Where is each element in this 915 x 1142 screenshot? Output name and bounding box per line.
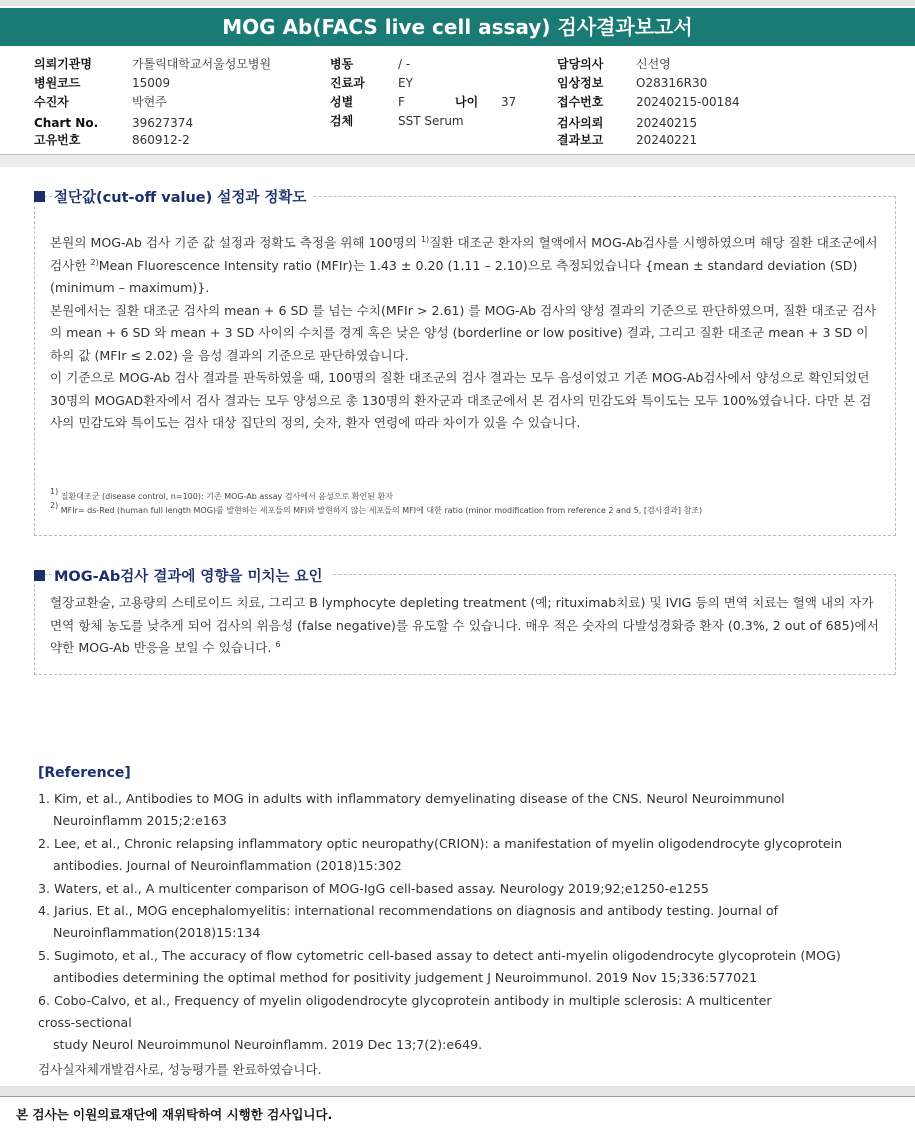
hospital-code-value: 15009 bbox=[132, 76, 171, 90]
reference-item-2: 2. Lee, et al., Chronic relapsing inflammatory optic neuropathy(CRION): a manifestation of myelin oligodendrocyte glycoprotein antibodies. Journal of Neuroinflammation (2018)15:302 bbox=[38, 835, 843, 874]
square-bullet-icon bbox=[34, 570, 45, 581]
footer-rule bbox=[0, 1096, 915, 1097]
footer-band bbox=[0, 1086, 915, 1096]
age-label: 나이 bbox=[455, 95, 479, 109]
ward-label: 병동 bbox=[330, 57, 354, 71]
square-bullet-icon bbox=[34, 191, 45, 202]
chart-no-label: Chart No. bbox=[34, 116, 99, 130]
sex-value: F bbox=[398, 95, 405, 109]
department-label: 진료과 bbox=[330, 76, 365, 90]
cutoff-paragraph-1: 본원의 MOG-Ab 검사 기준 값 설정과 정확도 측정을 위해 100명의 $^{1)}$질환 대조군 환자의 혈액에서 MOG-Ab검사를 시행하였으며 해당 질환 대조군에서 검사한 $^{2)}$Mean Fluorescence Intensity ratio (MFIr)는 1.43 ± 0.20 (1.11 – 2.10)으로 측정되었습니다 {mean ± standard deviation (SD) (minimum – maximum)}. bbox=[50, 235, 878, 295]
physician-label: 담당의사 bbox=[557, 57, 604, 71]
footnote-2: $^{2)}$ MFIr= ds-Red (human full length MOG)를 발현하는 세포들의 MFI와 발현하지 않는 세포들의 MFI에 대한 ratio (minor modification from reference 2 and 5, [검사결과] 참조) bbox=[50, 501, 703, 515]
top-rule bbox=[0, 0, 915, 6]
header-band bbox=[0, 155, 915, 167]
unique-no-label: 고유번호 bbox=[34, 133, 81, 147]
reference-item-6: 6. Cobo-Calvo, et al., Frequency of myelin oligodendrocyte glycoprotein antibody in multiple sclerosis: A multicenter cross-sectional study Neurol Neuroimmunol Neuroinflamm. 2019 Dec 13;7(2):e649. bbox=[38, 992, 772, 1053]
report-title: MOG Ab(FACS live cell assay) 검사결과보고서 bbox=[0, 8, 915, 46]
hospital-code-label: 병원코드 bbox=[34, 76, 81, 90]
reference-item-1: 1. Kim, et al., Antibodies to MOG in adults with inflammatory demyelinating disease of the CNS. Neurol Neuroimmunol Neuroinflamm 2015;2:e163 bbox=[38, 791, 785, 829]
ward-value: / - bbox=[398, 57, 411, 71]
hospital-label: 의뢰기관명 bbox=[34, 57, 92, 71]
patient-value: 박현주 bbox=[132, 95, 167, 109]
reference-item-3: 3. Waters, et al., A multicenter comparison of MOG-IgG cell-based assay. Neurology 2019;92;e1250-e1255 bbox=[38, 880, 709, 896]
receipt-no-value: 20240215-00184 bbox=[636, 95, 740, 109]
factors-paragraph: 혈장교환술, 고용량의 스테로이드 치료, 그리고 B lymphocyte depleting treatment (예; rituximab치료) 및 IVIG 등의 면역 치료는 혈액 내의 자가면역 항체 농도를 낮추게 되어 검사의 위음성 (false negative)를 유도할 수 있습니다. 매우 적은 숫자의 다발성경화증 환자 (0.3%, 2 out of 685)에서 약한 MOG-Ab 반응을 보일 수 있습니다. $^6$ bbox=[50, 595, 879, 655]
factors-section-heading: MOG-Ab검사 결과에 영향을 미치는 요인 bbox=[34, 565, 331, 586]
receipt-no-label: 접수번호 bbox=[557, 95, 604, 109]
hospital-value: 가톨릭대학교서울성모병원 bbox=[132, 57, 272, 71]
age-value: 37 bbox=[501, 95, 517, 109]
unique-no-value: 860912-2 bbox=[132, 133, 190, 147]
specimen-value: SST Serum bbox=[398, 114, 464, 128]
footer-note: 본 검사는 이원의료재단에 재위탁하여 시행한 검사입니다. bbox=[16, 1107, 333, 1122]
report-date-value: 20240221 bbox=[636, 133, 698, 147]
clinical-info-label: 임상정보 bbox=[557, 76, 604, 90]
cutoff-section-heading: 절단값(cut-off value) 설정과 정확도 bbox=[34, 186, 314, 207]
sex-label: 성별 bbox=[330, 95, 354, 109]
reference-item-4: 4. Jarius. Et al., MOG encephalomyelitis: international recommendations on diagnosis and antibody testing. Journal of Neuroinflammation(2018)15:134 bbox=[38, 903, 779, 941]
specimen-label: 검체 bbox=[330, 114, 354, 128]
reference-item-5: 5. Sugimoto, et al., The accuracy of flow cytometric cell-based assay to detect anti-myelin oligodendrocyte glycoprotein (MOG) antibodies determining the optimal method for positivity judgement J Neuroimmunol. 2019 Nov 15;336:577021 bbox=[38, 947, 841, 986]
reference-list bbox=[38, 788, 888, 1081]
footnote-1: $^{1)}$ 질환대조군 (disease control, n=100): 기존 MOG-Ab assay 검사에서 음성으로 확인된 환자 bbox=[50, 487, 393, 501]
cutoff-paragraph-2: 본원에서는 질환 대조군 검사의 mean + 6 SD 를 넘는 수치(MFIr > 2.61) 를 MOG-Ab 검사의 양성 결과의 기준으로 판단하였으며, 질환 대조군 검사의 mean + 6 SD 와 mean + 3 SD 사이의 수치를 경계 혹은 낮은 양성 (borderline or low positive) 결과, 그리고 질환 대조군 mean + 3 SD 이하의 값 (MFIr ≤ 2.02) 을 음성 결과의 기준으로 판단하였습니다. bbox=[50, 302, 877, 363]
request-date-value: 20240215 bbox=[636, 116, 698, 130]
clinical-info-value: O28316R30 bbox=[636, 76, 708, 90]
report-date-label: 결과보고 bbox=[557, 133, 604, 147]
request-date-label: 검사의뢰 bbox=[557, 116, 604, 130]
reference-note: 검사실자체개발검사로, 성능평가를 완료하였습니다. bbox=[38, 1061, 322, 1077]
department-value: EY bbox=[398, 76, 413, 90]
reference-heading: [Reference] bbox=[38, 765, 131, 781]
cutoff-paragraph-3: 이 기준으로 MOG-Ab 검사 결과를 판독하였을 때, 100명의 질환 대조군의 검사 결과는 모두 음성이었고 기존 MOG-Ab검사에서 양성으로 확인되었던 30명의 MOGAD환자에서 검사 결과는 모두 양성으로 총 130명의 환자군과 대조군에서 본 검사의 민감도와 특이도는 모두 100%였습니다. 다만 본 검사의 민감도와 특이도는 검사 대상 집단의 정의, 숫자, 환자 연령에 따라 차이가 있을 수 있습니다. bbox=[50, 370, 872, 430]
chart-no-value: 39627374 bbox=[132, 116, 194, 130]
patient-label: 수진자 bbox=[34, 95, 69, 109]
physician-value: 신선영 bbox=[636, 57, 671, 71]
cutoff-section-body bbox=[50, 232, 880, 435]
